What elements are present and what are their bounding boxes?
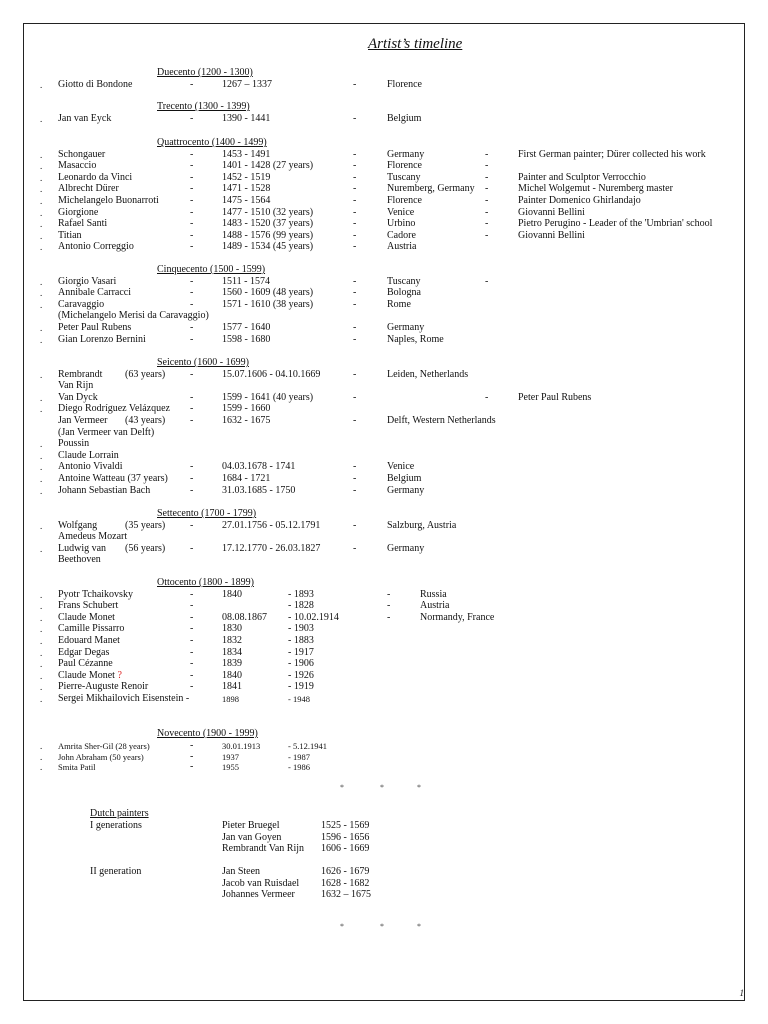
row-bullet: . xyxy=(40,299,43,310)
artist-name-cont: Beethoven xyxy=(58,554,101,566)
artist-born: 1834 xyxy=(222,646,242,658)
artist-place: Belgium xyxy=(387,473,422,484)
artist-name: Giorgione xyxy=(58,206,99,218)
period-heading: Novecento (1900 - 1999) xyxy=(157,728,258,739)
artist-note: Peter Paul Rubens xyxy=(518,391,592,403)
row-bullet: . xyxy=(40,601,43,612)
artist-died: - 1903 xyxy=(288,623,314,635)
dash: - xyxy=(485,160,489,172)
dash: - xyxy=(353,183,357,195)
artist-name: Smita Patil xyxy=(58,762,96,772)
artist-name: Paul Cézanne xyxy=(58,658,113,670)
dash: - xyxy=(190,287,194,299)
dash: - xyxy=(353,542,357,554)
period-heading: Seicento (1600 - 1699) xyxy=(157,357,249,368)
artist-place: Tuscany xyxy=(387,171,421,183)
artist-dates: 1477 - 1510 (32 years) xyxy=(222,206,314,218)
dash: - xyxy=(190,740,194,751)
artist-note: Painter Domenico Ghirlandajo xyxy=(518,195,641,206)
dash: - xyxy=(353,322,357,333)
artist-born: 1840 xyxy=(222,588,242,600)
dash: - xyxy=(190,461,194,473)
row-bullet: . xyxy=(40,184,43,195)
artist-name: Annibale Carracci xyxy=(58,287,132,299)
artist-name: Claude Monet xyxy=(58,611,115,623)
dash: - xyxy=(190,275,194,287)
artist-name: Rafael Santi xyxy=(58,218,108,230)
row-bullet: . xyxy=(40,670,43,681)
row-bullet: . xyxy=(40,172,43,183)
artist-place: Austria xyxy=(420,600,450,612)
artist-name: Masaccio xyxy=(58,160,97,172)
artist-name: Albrecht Dürer xyxy=(58,183,119,195)
dash: - xyxy=(190,658,194,670)
dash: - xyxy=(353,241,357,253)
period-heading: Trecento (1300 - 1399) xyxy=(157,101,250,112)
separator-star: * xyxy=(340,922,344,931)
dutch-painter-name: Jacob van Ruisdael xyxy=(222,877,300,889)
artist-name: Giotto di Bondone xyxy=(58,78,133,90)
artist-name: Caravaggio xyxy=(58,298,105,310)
dash: - xyxy=(353,519,357,531)
row-bullet: . xyxy=(40,450,43,461)
row-bullet: . xyxy=(40,741,43,751)
artist-note: Pietro Perugino - Leader of the 'Umbrian' school xyxy=(518,218,713,230)
artist-died: - 1948 xyxy=(288,694,310,704)
artist-dates: 17.12.1770 - 26.03.1827 xyxy=(222,542,321,554)
row-bullet: . xyxy=(40,485,43,496)
dash: - xyxy=(353,473,357,484)
artist-name: John Abraham (50 years) xyxy=(58,751,144,762)
artist-dates: 1488 - 1576 (99 years) xyxy=(222,229,314,241)
dash: - xyxy=(190,761,194,772)
separator-star: * xyxy=(417,783,421,792)
dutch-painter-years: 1596 - 1656 xyxy=(321,831,370,843)
page-border xyxy=(23,23,745,1001)
row-bullet: . xyxy=(40,647,43,658)
dash: - xyxy=(190,635,194,646)
artist-place: Germany xyxy=(387,322,425,333)
artist-born: 1830 xyxy=(222,623,242,635)
artist-name: Titian xyxy=(58,229,82,241)
artist-born: 1937 xyxy=(222,751,239,762)
artist-place: Venice xyxy=(387,206,415,218)
row-bullet: . xyxy=(40,636,43,646)
artist-note: Michel Wolgemut - Nuremberg master xyxy=(518,183,673,195)
artist-name-cont: (Michelangelo Merisi da Caravaggio) xyxy=(58,310,209,322)
artist-dates: 1560 - 1609 (48 years) xyxy=(222,287,314,299)
artist-name-cont: Van Rijn xyxy=(58,380,94,392)
artist-dates: 1267 – 1337 xyxy=(222,78,272,90)
artist-dates: 1390 - 1441 xyxy=(222,112,271,124)
dash: - xyxy=(353,171,357,183)
artist-name: Amrita Sher-Gil (28 years) xyxy=(58,741,150,751)
artist-place: Russia xyxy=(420,588,447,600)
artist-age: (43 years) xyxy=(125,415,166,426)
dash: - xyxy=(190,112,194,124)
dutch-painter-years: 1606 - 1669 xyxy=(321,843,370,855)
artist-born: 1955 xyxy=(222,762,239,772)
period-heading: Duecento (1200 - 1300) xyxy=(157,67,253,78)
artist-note: First German painter; Dürer collected his work xyxy=(518,148,706,160)
artist-name: Poussin xyxy=(58,438,90,450)
row-bullet: . xyxy=(40,323,43,333)
dash: - xyxy=(190,171,194,183)
row-bullet: . xyxy=(40,439,43,450)
artist-age: (35 years) xyxy=(125,519,166,531)
artist-dates: 1511 - 1574 xyxy=(222,275,270,287)
artist-place: Germany xyxy=(387,484,425,496)
dash: - xyxy=(190,611,194,623)
dash: - xyxy=(190,646,194,658)
row-bullet: . xyxy=(40,149,43,160)
row-bullet: . xyxy=(40,589,43,600)
dash: - xyxy=(353,391,357,403)
artist-dates: 04.03.1678 - 1741 xyxy=(222,461,296,473)
artist-dates: 1598 - 1680 xyxy=(222,333,271,345)
row-bullet: . xyxy=(40,113,43,124)
row-bullet: . xyxy=(40,682,43,693)
artist-born: 1841 xyxy=(222,681,242,693)
row-bullet: . xyxy=(40,762,43,772)
row-bullet: . xyxy=(40,694,43,704)
artist-place: Normandy, France xyxy=(420,611,495,623)
dash: - xyxy=(190,148,194,160)
artist-died: - 1917 xyxy=(288,646,314,658)
dash: - xyxy=(190,519,194,531)
dutch-painter-name: Jan Steen xyxy=(222,866,261,877)
artist-place: Florence xyxy=(387,78,422,90)
artist-name: Claude Lorrain xyxy=(58,449,119,461)
artist-place: Florence xyxy=(387,160,422,172)
dash: - xyxy=(387,600,391,612)
row-bullet: . xyxy=(40,79,43,90)
artist-name: Rembrandt xyxy=(58,368,103,380)
artist-note: Giovanni Bellini xyxy=(518,229,585,241)
separator-star: * xyxy=(380,783,384,792)
dash: - xyxy=(353,368,357,380)
artist-died: - 1926 xyxy=(288,669,314,681)
row-bullet: . xyxy=(40,219,43,230)
dash: - xyxy=(190,206,194,218)
row-bullet: . xyxy=(40,659,43,670)
artist-name: Leonardo da Vinci xyxy=(58,171,133,183)
dash: - xyxy=(353,112,357,124)
dutch-painter-years: 1628 - 1682 xyxy=(321,877,370,889)
dash: - xyxy=(190,322,194,333)
row-bullet: . xyxy=(40,161,43,172)
artist-dates: 1483 - 1520 (37 years) xyxy=(222,218,314,230)
row-bullet: . xyxy=(40,751,43,762)
artist-place: Germany xyxy=(387,542,425,554)
dash: - xyxy=(190,750,194,762)
row-bullet: . xyxy=(40,242,43,253)
dash: - xyxy=(353,78,357,90)
artist-dates: 1684 - 1721 xyxy=(222,473,271,484)
artist-dates: 1489 - 1534 (45 years) xyxy=(222,241,314,253)
artist-note: Painter and Sculptor Verrocchio xyxy=(518,171,646,183)
artist-name: Antoine Watteau (37 years) xyxy=(58,473,168,484)
artist-dates: 1632 - 1675 xyxy=(222,415,271,426)
artist-dates: 1453 - 1491 xyxy=(222,148,271,160)
artist-died: - 1986 xyxy=(288,762,310,772)
generation-label: II generation xyxy=(90,866,142,877)
row-bullet: . xyxy=(40,624,43,635)
dutch-painter-name: Rembrandt Van Rijn xyxy=(222,843,305,855)
dash: - xyxy=(353,229,357,241)
artist-place: Rome xyxy=(387,298,411,310)
dash: - xyxy=(190,542,194,554)
separator-star: * xyxy=(380,922,384,931)
artist-name-cont: (Jan Vermeer van Delft) xyxy=(58,426,155,438)
artist-name: Ludwig van xyxy=(58,542,107,554)
artist-name: Antonio Vivaldi xyxy=(58,461,123,473)
dash: - xyxy=(190,415,194,426)
artist-place: Austria xyxy=(387,241,417,253)
artist-dates: 1471 - 1528 xyxy=(222,183,271,195)
dash: - xyxy=(190,391,194,403)
dash: - xyxy=(190,681,194,693)
row-bullet: . xyxy=(40,404,43,415)
row-bullet: . xyxy=(40,276,43,287)
dash: - xyxy=(353,206,357,218)
artist-name: Wolfgang xyxy=(58,519,98,531)
row-bullet: . xyxy=(40,543,43,554)
artist-died: - 10.02.1914 xyxy=(288,611,339,623)
artist-place: Cadore xyxy=(387,229,416,241)
artist-died: - 5.12.1941 xyxy=(288,741,327,751)
dash: - xyxy=(190,403,194,415)
artist-dates: 1599 - 1641 (40 years) xyxy=(222,391,314,403)
dash: - xyxy=(353,160,357,172)
period-heading: Quattrocento (1400 - 1499) xyxy=(157,137,267,148)
artist-born: 08.08.1867 xyxy=(222,611,267,623)
artist-place: Venice xyxy=(387,461,415,473)
separator-star: * xyxy=(417,922,421,931)
artist-name: Camille Pissarro xyxy=(58,623,125,635)
row-bullet: . xyxy=(40,334,43,345)
artist-name: Giorgio Vasari xyxy=(58,275,117,287)
artist-name: Pierre-Auguste Renoir xyxy=(58,681,149,693)
artist-name: Claude Monet ? xyxy=(58,669,122,681)
dash: - xyxy=(387,611,391,623)
dash: - xyxy=(353,195,357,206)
dash: - xyxy=(387,588,391,600)
dash: - xyxy=(190,368,194,380)
row-bullet: . xyxy=(40,392,43,403)
generation-label: I generations xyxy=(90,820,142,831)
dash: - xyxy=(485,218,489,230)
artist-born: 1832 xyxy=(222,635,242,646)
artist-age: (63 years) xyxy=(125,368,166,380)
question-mark: ? xyxy=(114,669,122,681)
artist-place: Salzburg, Austria xyxy=(387,519,457,531)
artist-place: Belgium xyxy=(387,112,422,124)
dash: - xyxy=(190,218,194,230)
dash: - xyxy=(485,206,489,218)
dash: - xyxy=(353,275,357,287)
artist-dates: 1475 - 1564 xyxy=(222,195,271,206)
dutch-painter-years: 1626 - 1679 xyxy=(321,866,370,877)
page-number: 1 xyxy=(739,988,744,998)
dash: - xyxy=(190,160,194,172)
dash: - xyxy=(190,588,194,600)
artist-born: 30.01.1913 xyxy=(222,741,261,751)
artist-name: Diego Rodríguez Velázquez xyxy=(58,403,170,415)
artist-died: - 1893 xyxy=(288,588,314,600)
artist-note: Giovanni Bellini xyxy=(518,206,585,218)
artist-died: - 1883 xyxy=(288,635,314,646)
dash: - xyxy=(485,171,489,183)
dash: - xyxy=(190,183,194,195)
row-bullet: . xyxy=(40,207,43,218)
dutch-painter-years: 1632 – 1675 xyxy=(321,889,371,901)
row-bullet: . xyxy=(40,520,43,531)
artist-died: - 1906 xyxy=(288,658,314,670)
dash: - xyxy=(190,484,194,496)
artist-place: Florence xyxy=(387,195,422,206)
dutch-heading: Dutch painters xyxy=(90,808,149,819)
dash: - xyxy=(353,218,357,230)
artist-place: Bologna xyxy=(387,287,421,299)
artist-died: - 1919 xyxy=(288,681,314,693)
artist-born: 1840 xyxy=(222,669,242,681)
dash: - xyxy=(353,461,357,473)
period-heading: Ottocento (1800 - 1899) xyxy=(157,577,254,588)
artist-dates: 1599 - 1660 xyxy=(222,403,271,415)
dutch-painter-years: 1525 - 1569 xyxy=(321,820,370,831)
dash: - xyxy=(190,78,194,90)
artist-name: Johann Sebastian Bach xyxy=(58,484,151,496)
artist-place: Naples, Rome xyxy=(387,333,444,345)
artist-died: - 1987 xyxy=(288,751,310,762)
dash: - xyxy=(190,241,194,253)
artist-name: Jan van Eyck xyxy=(58,112,112,124)
row-bullet: . xyxy=(40,612,43,623)
dash: - xyxy=(190,229,194,241)
artist-name: Edouard Manet xyxy=(58,635,120,646)
dash: - xyxy=(190,195,194,206)
artist-name: Antonio Correggio xyxy=(58,241,134,253)
dash: - xyxy=(190,333,194,345)
dutch-painter-name: Johannes Vermeer xyxy=(222,889,295,901)
artist-name: Sergei Mikhailovich Eisenstein - xyxy=(58,693,190,704)
dash: - xyxy=(353,333,357,345)
row-bullet: . xyxy=(40,462,43,473)
dash: - xyxy=(485,275,489,287)
row-bullet: . xyxy=(40,196,43,206)
artist-dates: 27.01.1756 - 05.12.1791 xyxy=(222,519,321,531)
dash: - xyxy=(485,183,489,195)
artist-place: Tuscany xyxy=(387,275,421,287)
dash: - xyxy=(353,287,357,299)
artist-born: 1839 xyxy=(222,658,242,670)
artist-dates: 31.03.1685 - 1750 xyxy=(222,484,296,496)
artist-dates: 1571 - 1610 (38 years) xyxy=(222,298,314,310)
artist-born: 1898 xyxy=(222,694,239,704)
artist-name: Gian Lorenzo Bernini xyxy=(58,333,146,345)
dash: - xyxy=(485,229,489,241)
artist-dates: 1452 - 1519 xyxy=(222,171,271,183)
artist-name: Schongauer xyxy=(58,148,106,160)
artist-name-cont: Amedeus Mozart xyxy=(58,531,128,543)
artist-name: Van Dyck xyxy=(58,391,98,403)
artist-dates: 1577 - 1640 xyxy=(222,322,271,333)
artist-age: (56 years) xyxy=(125,542,166,554)
artist-name: Pyotr Tchaikovsky xyxy=(58,588,133,600)
artist-name: Michelangelo Buonarroti xyxy=(58,195,159,206)
artist-place: Delft, Western Netherlands xyxy=(387,415,496,426)
artist-place: Leiden, Netherlands xyxy=(387,368,469,380)
page-title: Artist’s timeline xyxy=(368,36,463,52)
row-bullet: . xyxy=(40,288,43,299)
row-bullet: . xyxy=(40,474,43,484)
period-heading: Cinquecento (1500 - 1599) xyxy=(157,264,266,275)
dash: - xyxy=(485,391,489,403)
artist-dates: 1401 - 1428 (27 years) xyxy=(222,160,314,172)
dash: - xyxy=(353,484,357,496)
dash: - xyxy=(485,148,489,160)
dash: - xyxy=(353,415,357,426)
separator-star: * xyxy=(340,783,344,792)
dash: - xyxy=(353,148,357,160)
artist-place: Nuremberg, Germany xyxy=(387,183,475,195)
dash: - xyxy=(485,195,489,206)
artist-place: Germany xyxy=(387,148,425,160)
dash: - xyxy=(190,600,194,612)
period-heading: Settecento (1700 - 1799) xyxy=(157,508,257,519)
artist-died: - 1828 xyxy=(288,600,314,612)
artist-name: Edgar Degas xyxy=(58,646,110,658)
artist-name: Jan Vermeer xyxy=(58,415,108,426)
row-bullet: . xyxy=(40,369,43,380)
dash: - xyxy=(190,298,194,310)
dash: - xyxy=(190,623,194,635)
artist-name: Peter Paul Rubens xyxy=(58,322,132,333)
dutch-painter-name: Jan van Goyen xyxy=(222,831,282,843)
dash: - xyxy=(353,298,357,310)
dash: - xyxy=(190,473,194,484)
row-bullet: . xyxy=(40,230,43,241)
artist-place: Urbino xyxy=(387,218,416,230)
artist-dates: 15.07.1606 - 04.10.1669 xyxy=(222,368,321,380)
dutch-painter-name: Pieter Bruegel xyxy=(222,820,280,831)
dash: - xyxy=(190,669,194,681)
artist-name: Frans Schubert xyxy=(58,600,119,612)
